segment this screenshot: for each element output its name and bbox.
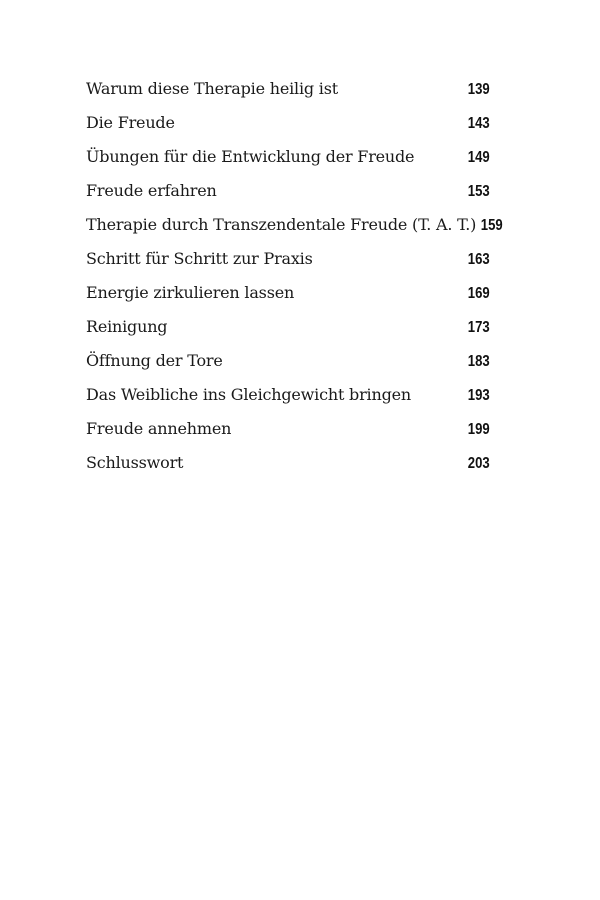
toc-entry [86, 280, 490, 314]
toc-entry [86, 110, 490, 144]
toc-entry-title: Die Freude [86, 113, 175, 132]
toc-entry-title: Energie zirkulieren lassen [86, 283, 295, 302]
toc-entry-page-number: 159 [480, 217, 503, 234]
toc-entry [86, 212, 503, 246]
toc-entry-title: Öffnung der Tore [86, 351, 223, 370]
toc-entry-title: Übungen für die Entwicklung der Freude [86, 147, 415, 166]
toc-entry-title: Therapie durch Transzendentale Freude (T. A. T.) [86, 215, 477, 234]
toc-entry-page-number: 149 [468, 149, 490, 166]
toc-entry [86, 178, 490, 212]
toc-entry [86, 76, 490, 110]
toc-entry-page-number: 169 [468, 285, 490, 302]
table-of-contents [86, 76, 503, 484]
toc-entry-page-number: 173 [468, 319, 490, 336]
toc-entry-page-number: 143 [468, 115, 490, 132]
toc-entry-page-number: 153 [468, 183, 490, 200]
toc-entry-title: Freude erfahren [86, 181, 217, 200]
toc-entry [86, 246, 490, 280]
toc-entry-title: Warum diese Therapie heilig ist [86, 79, 338, 98]
toc-entry-page-number: 193 [468, 387, 490, 404]
toc-entry [86, 144, 490, 178]
toc-entry-title: Freude annehmen [86, 419, 232, 438]
toc-entry [86, 314, 490, 348]
toc-entry [86, 382, 490, 416]
toc-entry-title: Schlusswort [86, 453, 184, 472]
toc-entry-page-number: 163 [468, 251, 490, 268]
toc-entry-page-number: 183 [468, 353, 490, 370]
toc-entry-title: Das Weibliche ins Gleichgewicht bringen [86, 385, 411, 404]
toc-entry-page-number: 203 [468, 455, 490, 472]
toc-entry-title: Schritt für Schritt zur Praxis [86, 249, 313, 268]
toc-entry-page-number: 199 [468, 421, 490, 438]
toc-entry-title: Reinigung [86, 317, 168, 336]
toc-entry [86, 450, 490, 484]
toc-entry [86, 416, 490, 450]
toc-entry [86, 348, 490, 382]
toc-entry-page-number: 139 [468, 81, 490, 98]
